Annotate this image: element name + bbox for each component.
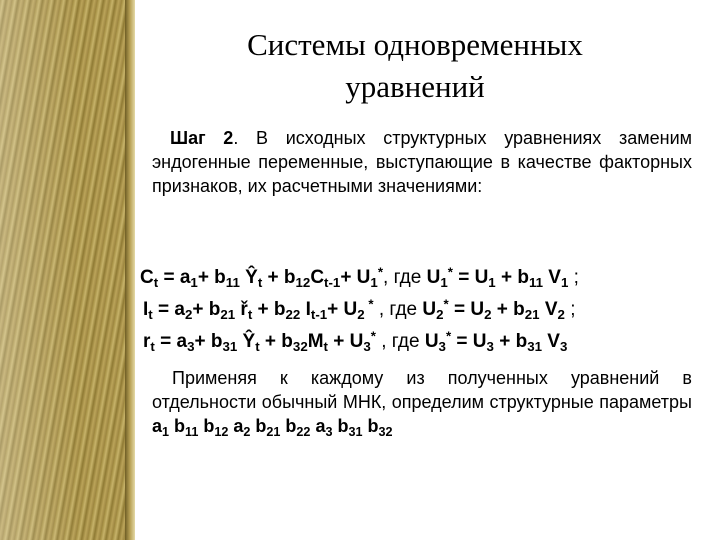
decorative-frame [0, 0, 130, 540]
slide-title [135, 24, 695, 108]
parameters-list: $a_1$ $b_{11}$ $b_{12}$ $a_2$ $b_{21}$ $b_{22}$ $a_3$ $b_{31}$ $b_{32}$ [152, 416, 393, 439]
step-label: Шаг 2 [170, 128, 234, 148]
conclusion-text: Применяя к каждому из полученных уравнений в отдельности обычный МНК, определим структурные параметры [152, 368, 692, 412]
equation-1: $C_t = a_1+ b_{11}$ $Ŷ_t + b_{12}C_{t-1}+ U_1^*$, где $U_1^* = U_1 + b_{11}$ $V_1$ ; [140, 264, 579, 290]
title-line-1: Системы одновременных [247, 27, 583, 62]
conclusion-paragraph [152, 366, 692, 438]
title-line-2: уравнений [345, 69, 485, 104]
frame-edge [125, 0, 135, 540]
step-text: . В исходных структурных уравнениях заменим эндогенные переменные, выступающие в качестве факторных признаков, их расчетными значениями: [152, 128, 693, 196]
equation-3: $r_t = a_3+ b_{31}$ $Ŷ_t + b_{32}M_t + U_3^*$ , где $U_3^* = U_3 + b_{31}$ $V_3$ [143, 328, 568, 354]
step-paragraph [152, 126, 692, 198]
equation-2: $I_t = a_2+ b_{21}$ $ř_t + b_{22}$ $I_{t-1}+ U_2$ * , где $U_2^* = U_2 + b_{21}$ $V_2$ ; [143, 296, 576, 322]
